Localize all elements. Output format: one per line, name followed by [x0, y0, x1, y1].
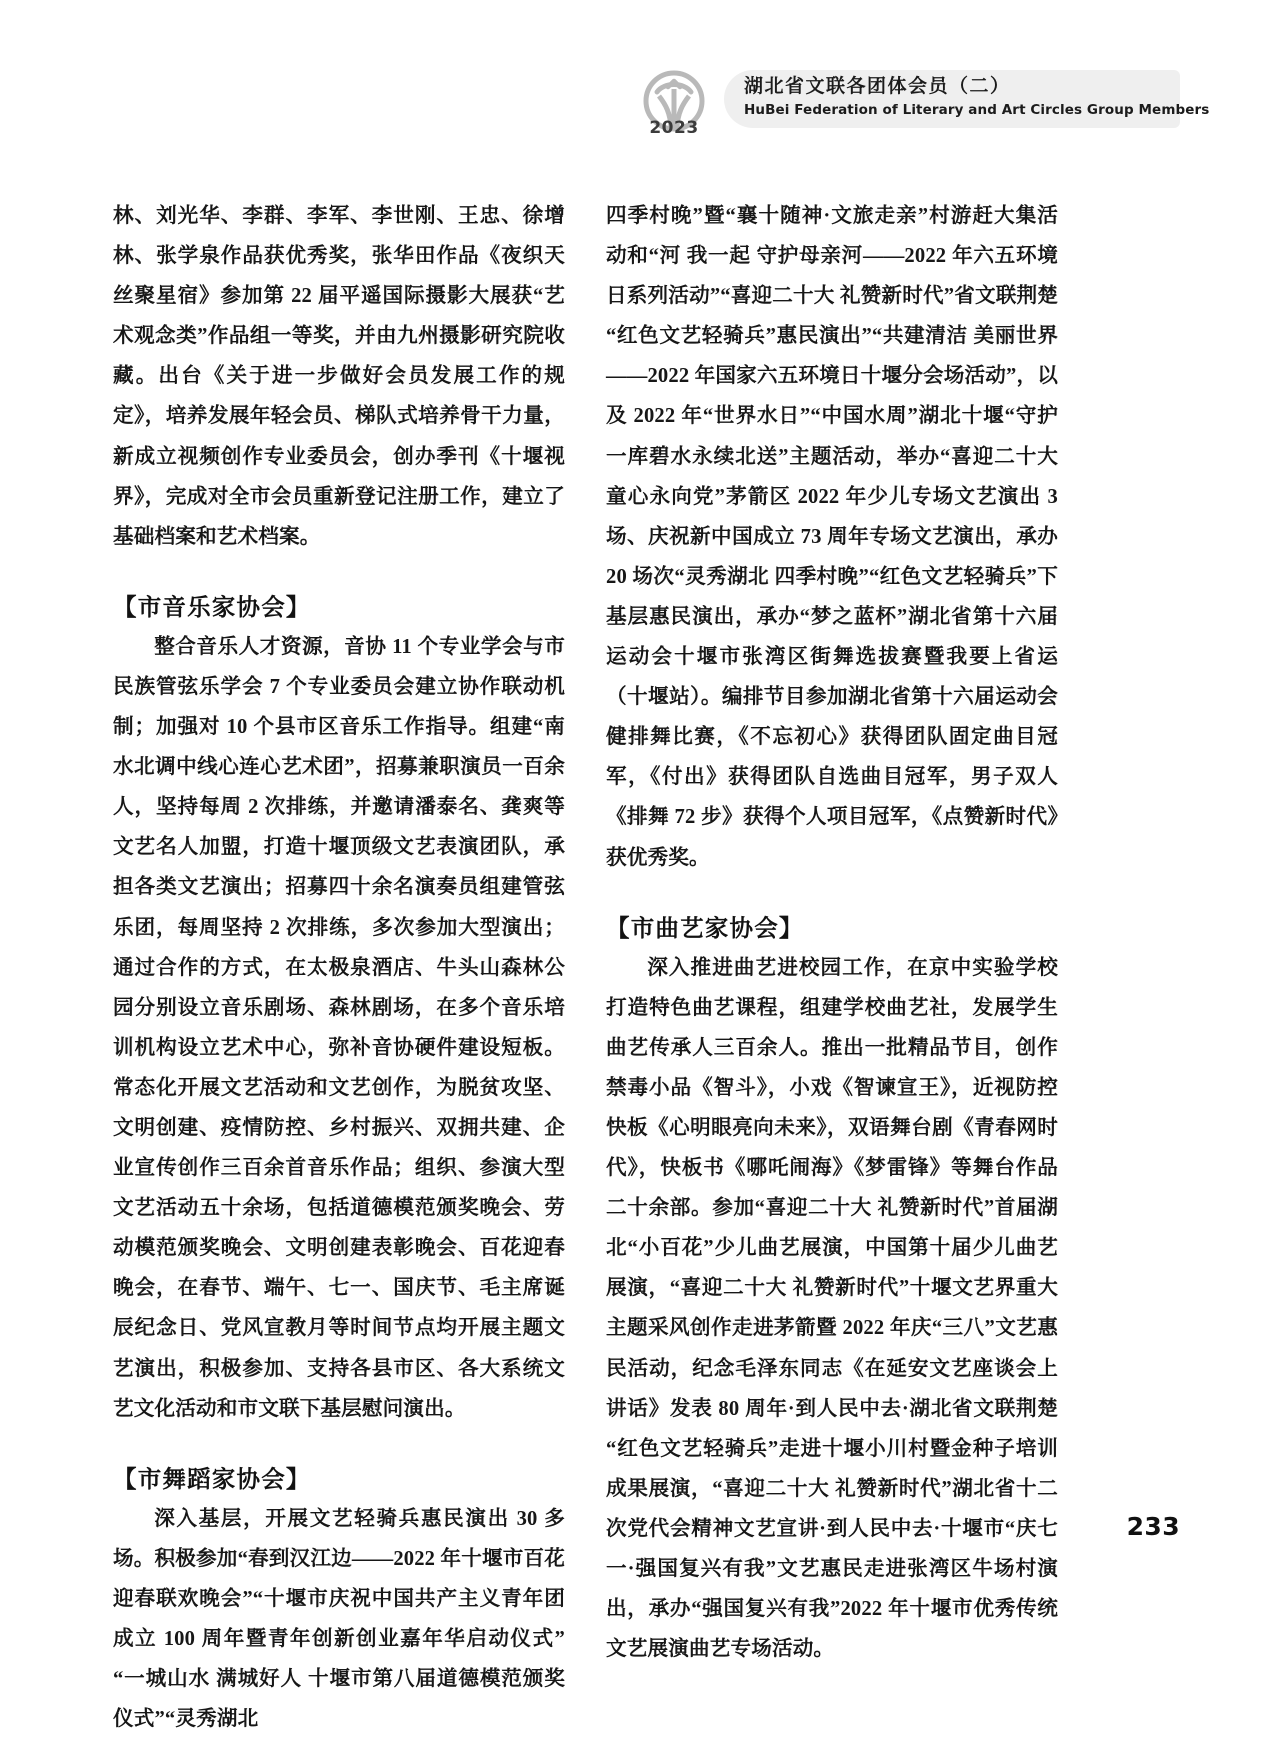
section-heading: 【市曲艺家协会】: [606, 913, 804, 942]
body-paragraph: 整合音乐人才资源，音协 11 个专业学会与市民族管弦乐学会 7 个专业委员会建立协作联动机制；加强对 10 个县市区音乐工作指导。组建“南水北调中线心连心艺术团”，招募兼职演员一百余人，坚持每周 2 次排练，并邀请潘泰名、龚爽等文艺名人加盟，打造十堰顶级文艺表演团队，承担各类文艺演出；招募四十余名演奏员组建管弦乐团，每周坚持 2 次排练，多次参加大型演出；通过合作的方式，在太极泉酒店、牛头山森林公园分别设立音乐剧场、森林剧场，在多个音乐培训机构设立艺术中心，弥补音协硬件建设短板。常态化开展文艺活动和文艺创作，为脱贫攻坚、文明创建、疫情防控、乡村振兴、双拥共建、企业宣传创作三百余首音乐作品；组织、参演大型文艺活动五十余场，包括道德模范颁奖晚会、劳动模范颁奖晚会、文明创建表彰晚会、百花迎春晚会，在春节、端午、七一、国庆节、毛主席诞辰纪念日、党风宣教月等时间节点均开展主题文艺演出，积极参加、支持各县市区、各大系统文艺文化活动和市文联下基层慰问演出。: [113, 635, 565, 1420]
page-number: 233: [1126, 1512, 1180, 1541]
body-paragraph: 深入推进曲艺进校园工作，在京中实验学校打造特色曲艺课程，组建学校曲艺社，发展学生曲艺传承人三百余人。推出一批精品节目，创作禁毒小品《智斗》，小戏《智谏宣王》，近视防控快板《心明眼亮向未来》，双语舞台剧《青春网时代》，快板书《哪吒闹海》《梦雷锋》等舞台作品二十余部。参加“喜迎二十大 礼赞新时代”首届湖北“小百花”少儿曲艺展演，中国第十届少儿曲艺展演，“喜迎二十大 礼赞新时代”十堰文艺界重大主题采风创作走进茅箭暨 2022 年庆“三八”文艺惠民活动，纪念毛泽东同志《在延安文艺座谈会上讲话》发表 80 周年·到人民中去·湖北省文联荆楚“红色文艺轻骑兵”走进十堰小川村暨金种子培训成果展演，“喜迎二十大 礼赞新时代”湖北省十二次党代会精神文艺宣讲·到人民中去·十堰市“庆七一·强国复兴有我”文艺惠民走进张湾区牛场村演出，承办“强国复兴有我”2022 年十堰市优秀传统文艺展演曲艺专场活动。: [606, 956, 1058, 1661]
header-title-english: HuBei Federation of Literary and Art Circles Group Members: [744, 101, 1210, 118]
body-paragraph: 四季村晚”暨“襄十随神·文旅走亲”村游赶大集活动和“河 我一起 守护母亲河——2022 年六五环境日系列活动”“喜迎二十大 礼赞新时代”省文联荆楚“红色文艺轻骑兵”惠民演出”“共建清洁 美丽世界——2022 年国家六五环境日十堰分会场活动”，以及 2022 年“世界水日”“中国水周”湖北十堰“守护一库碧水永续北送”主题活动，举办“喜迎二十大 童心永向党”茅箭区 2022 年少儿专场文艺演出 3 场、庆祝新中国成立 73 周年专场文艺演出，承办 20 场次“灵秀湖北 四季村晚”“红色文艺轻骑兵”下基层惠民演出，承办“梦之蓝杯”湖北省第十六届运动会十堰市张湾区街舞选拔赛暨我要上省运（十堰站）。编排节目参加湖北省第十六届运动会健排舞比赛，《不忘初心》获得团队固定曲目冠军，《付出》获得团队自选曲目冠军，男子双人《排舞 72 步》获得个人项目冠军，《点赞新时代》获优秀奖。: [606, 205, 1058, 869]
header-year: 2023: [649, 118, 699, 138]
column-right: [606, 196, 1058, 1669]
section-spacer: [606, 878, 1058, 908]
section-heading: 【市舞蹈家协会】: [113, 1464, 311, 1493]
section-heading: 【市音乐家协会】: [113, 592, 311, 621]
header-title-chinese: 湖北省文联各团体会员（二）: [744, 75, 1011, 97]
page-header: [620, 68, 1210, 142]
body-paragraph: 林、刘光华、李群、李军、李世刚、王忠、徐增林、张学泉作品获优秀奖，张华田作品《夜织天丝聚星宿》参加第 22 届平遥国际摄影大展获“艺术观念类”作品组一等奖，并由九州摄影研究院收藏。出台《关于进一步做好会员发展工作的规定》，培养发展年轻会员、梯队式培养骨干力量，新成立视频创作专业委员会，创办季刊《十堰视界》，完成对全市会员重新登记注册工作，建立了基础档案和艺术档案。: [113, 205, 565, 548]
header-text: [744, 74, 1210, 120]
column-left: [113, 196, 565, 1739]
section-spacer: [113, 1429, 565, 1459]
section-spacer: [113, 557, 565, 587]
body-paragraph: 深入基层，开展文艺轻骑兵惠民演出 30 多场。积极参加“春到汉江边——2022 年十堰市百花迎春联欢晚会”“十堰市庆祝中国共产主义青年团成立 100 周年暨青年创新创业嘉年华启动仪式”“一城山水 满城好人 十堰市第八届道德模范颁奖仪式”“灵秀湖北: [113, 1507, 565, 1731]
